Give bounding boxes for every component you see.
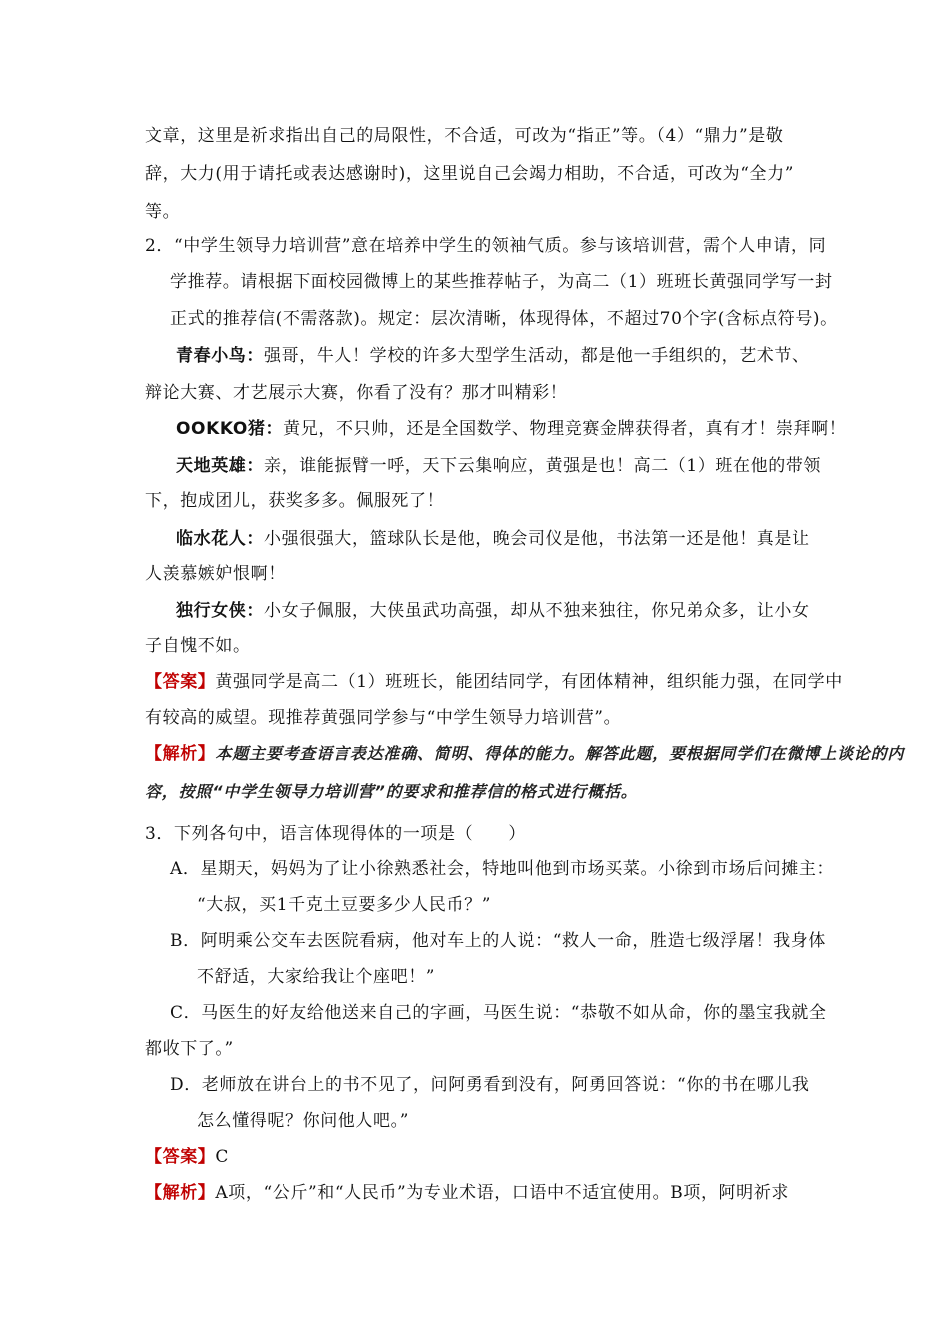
analysis-block	[145, 742, 904, 766]
answer-label: 【答案】	[145, 672, 216, 692]
weibo-post	[176, 527, 810, 551]
option-a: A．星期天，妈妈为了让小徐熟悉社会，特地叫他到市场买菜。小徐到市场后问摊主：	[170, 859, 835, 879]
post-text: 小强很强大，篮球队长是他，晚会司仪是他，书法第一还是他！真是让	[264, 529, 810, 549]
post-text: 小女子佩服，大侠虽武功高强，却从不独来独往，你兄弟众多，让小女	[264, 601, 810, 621]
weibo-post	[176, 417, 846, 441]
question-3-stem: 3．下列各句中，语言体现得体的一项是（ ）	[145, 824, 527, 844]
text-line: 辞，大力(用于请托或表达感谢时)，这里说自己会竭力相助，不合适，可改为“全力”	[145, 164, 795, 184]
answer-block	[145, 670, 843, 694]
option-b: B．阿明乘公交车去医院看病，他对车上的人说：“救人一命，胜造七级浮屠！我身体	[170, 931, 826, 951]
answer-text: 黄强同学是高二（1）班班长，能团结同学，有团体精神，组织能力强，在同学中	[215, 672, 843, 692]
post-text: 下，抱成团儿，获奖多多。佩服死了！	[145, 491, 445, 511]
post-text: 辩论大赛、才艺展示大赛，你看了没有？那才叫精彩！	[145, 383, 568, 403]
option-c: C．马医生的好友给他送来自己的字画，马医生说：“恭敬不如从命，你的墨宝我就全	[170, 1003, 827, 1023]
post-author: 青春小鸟：	[176, 346, 264, 366]
analysis-text: 容，按照“中学生领导力培训营”的要求和推荐信的格式进行概括。	[145, 782, 638, 801]
post-text: 人羡慕嫉妒恨啊！	[145, 564, 286, 584]
post-author: 天地英雄：	[176, 456, 264, 476]
option-c: 都收下了。”	[145, 1039, 234, 1059]
option-b: 不舒适，大家给我让个座吧！”	[197, 967, 436, 987]
answer-text: 有较高的威望。现推荐黄强同学参与“中学生领导力培训营”。	[145, 708, 622, 728]
post-text: 亲，谁能振臂一呼，天下云集响应，黄强是也！高二（1）班在他的带领	[264, 456, 822, 476]
text-line: 文章，这里是祈求指出自己的局限性，不合适，可改为“指正”等。（4）“鼎力”是敬	[145, 126, 784, 146]
analysis-block	[145, 1181, 789, 1205]
weibo-post	[176, 599, 810, 623]
post-text: 黄兄，不只帅，还是全国数学、物理竞赛金牌获得者，真有才！崇拜啊！	[283, 419, 847, 439]
post-author: 独行女侠：	[176, 601, 264, 621]
analysis-label: 【解析】	[145, 1183, 216, 1203]
analysis-text: A项，“公斤”和“人民币”为专业术语，口语中不适宜使用。B项，阿明祈求	[215, 1183, 789, 1203]
option-a: “大叔，买1千克土豆要多少人民币？”	[197, 895, 491, 915]
post-author: OOKKO猪：	[176, 419, 284, 439]
answer-text: C	[215, 1147, 230, 1167]
analysis-text: 本题主要考查语言表达准确、简明、得体的能力。解答此题，要根据同学们在微博上谈论的内	[215, 744, 905, 763]
option-d: 怎么懂得呢？你问他人吧。”	[197, 1111, 409, 1131]
weibo-post	[176, 344, 810, 368]
question-2-stem: 正式的推荐信(不需落款)。规定：层次清晰，体现得体，不超过70个字(含标点符号)。	[170, 309, 838, 329]
post-text: 子自愧不如。	[145, 636, 251, 656]
post-text: 强哥，牛人！学校的许多大型学生活动，都是他一手组织的，艺术节、	[264, 346, 810, 366]
text-line: 等。	[145, 202, 181, 222]
question-2-stem: 2．“中学生领导力培训营”意在培养中学生的领袖气质。参与该培训营，需个人申请，同	[145, 236, 827, 256]
question-2-stem: 学推荐。请根据下面校园微博上的某些推荐帖子，为高二（1）班班长黄强同学写一封	[170, 272, 833, 292]
answer-label: 【答案】	[145, 1147, 216, 1167]
analysis-label: 【解析】	[145, 744, 216, 764]
answer-block	[145, 1145, 229, 1169]
post-author: 临水花人：	[176, 529, 264, 549]
weibo-post	[176, 454, 821, 478]
option-d: D．老师放在讲台上的书不见了，问阿勇看到没有，阿勇回答说：“你的书在哪儿我	[170, 1075, 810, 1095]
